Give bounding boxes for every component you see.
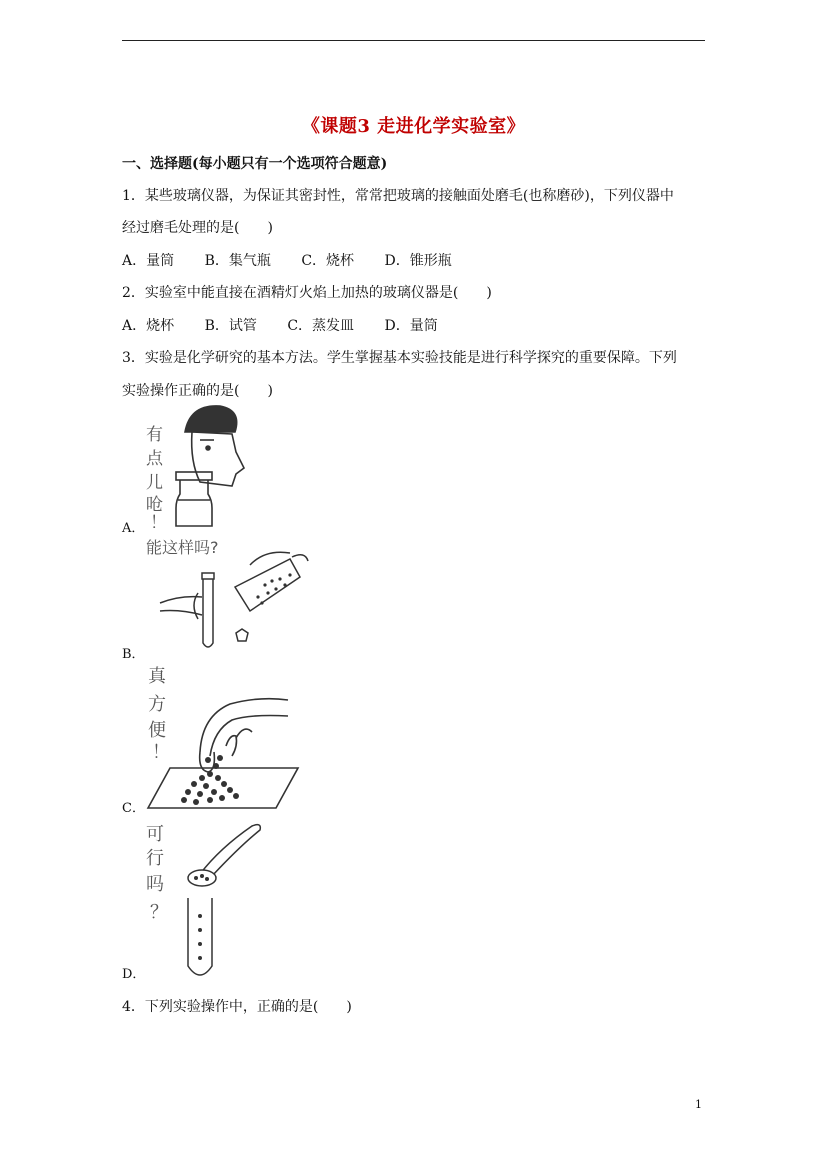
figure-a-caption-2: 点 bbox=[146, 449, 163, 469]
q1-options bbox=[122, 250, 478, 270]
q3-text-line2: 实验操作正确的是( ) bbox=[122, 383, 273, 399]
q2-option-b: B．试管 bbox=[204, 318, 257, 334]
figure-d-label: D． bbox=[122, 967, 146, 982]
q2-options bbox=[122, 315, 464, 335]
q1-option-b: B．集气瓶 bbox=[204, 253, 271, 269]
q1-option-d: D．锥形瓶 bbox=[384, 253, 452, 269]
q1-option-c: C．烧杯 bbox=[301, 253, 355, 269]
page-number: 1 bbox=[695, 1098, 702, 1111]
document-title: 《课题3 走进化学实验室》 bbox=[301, 116, 526, 137]
figure-b-label: B． bbox=[122, 647, 145, 662]
q2-text-line1: 2．实验室中能直接在酒精灯火焰上加热的玻璃仪器是( ) bbox=[122, 285, 492, 301]
header-rule bbox=[122, 40, 705, 41]
q2-option-d: D．量筒 bbox=[384, 318, 438, 334]
figure-d-spoon bbox=[140, 818, 270, 978]
figure-d-caption-3: 吗 bbox=[146, 874, 164, 895]
figure-b-caption: 能这样吗? bbox=[146, 538, 219, 557]
q2-option-a: A．烧杯 bbox=[122, 318, 175, 334]
figure-c-label: C． bbox=[122, 801, 145, 816]
q1-option-a: A．量筒 bbox=[122, 253, 175, 269]
q1-text-line2: 经过磨毛处理的是( ) bbox=[122, 220, 273, 236]
q2-option-c: C．蒸发皿 bbox=[287, 318, 355, 334]
figure-a-caption-1: 有 bbox=[146, 425, 163, 445]
figure-b-pouring bbox=[140, 535, 315, 660]
figure-c-caption-1: 真 bbox=[148, 666, 166, 687]
figure-a-smelling bbox=[140, 402, 250, 530]
figure-d-caption-4: ？ bbox=[150, 902, 168, 923]
figure-a-caption-3: 儿 bbox=[146, 473, 163, 493]
figure-c-caption-2: 方 bbox=[148, 694, 166, 715]
figure-c-caption-4: ！ bbox=[152, 742, 170, 763]
figure-d-caption-2: 行 bbox=[146, 848, 164, 869]
figure-a-label: A． bbox=[122, 521, 145, 536]
q3-text-line1: 3．实验是化学研究的基本方法。学生掌握基本实验技能是进行科学探究的重要保障。下列 bbox=[122, 350, 677, 366]
q1-text-line1: 1．某些玻璃仪器，为保证其密封性，常常把玻璃的接触面处磨毛(也称磨砂)，下列仪器中 bbox=[122, 188, 674, 204]
figure-a-caption-4: 呛 bbox=[146, 495, 163, 515]
section-heading: 一、选择题(每小题只有一个选项符合题意) bbox=[122, 156, 388, 172]
figure-d-caption-1: 可 bbox=[146, 824, 164, 845]
figure-a-caption-5: ！ bbox=[150, 513, 167, 530]
figure-c-caption-3: 便 bbox=[148, 720, 166, 741]
q4-text-line1: 4．下列实验操作中，正确的是( ) bbox=[122, 999, 352, 1015]
figure-c-hand-grab bbox=[140, 660, 300, 812]
